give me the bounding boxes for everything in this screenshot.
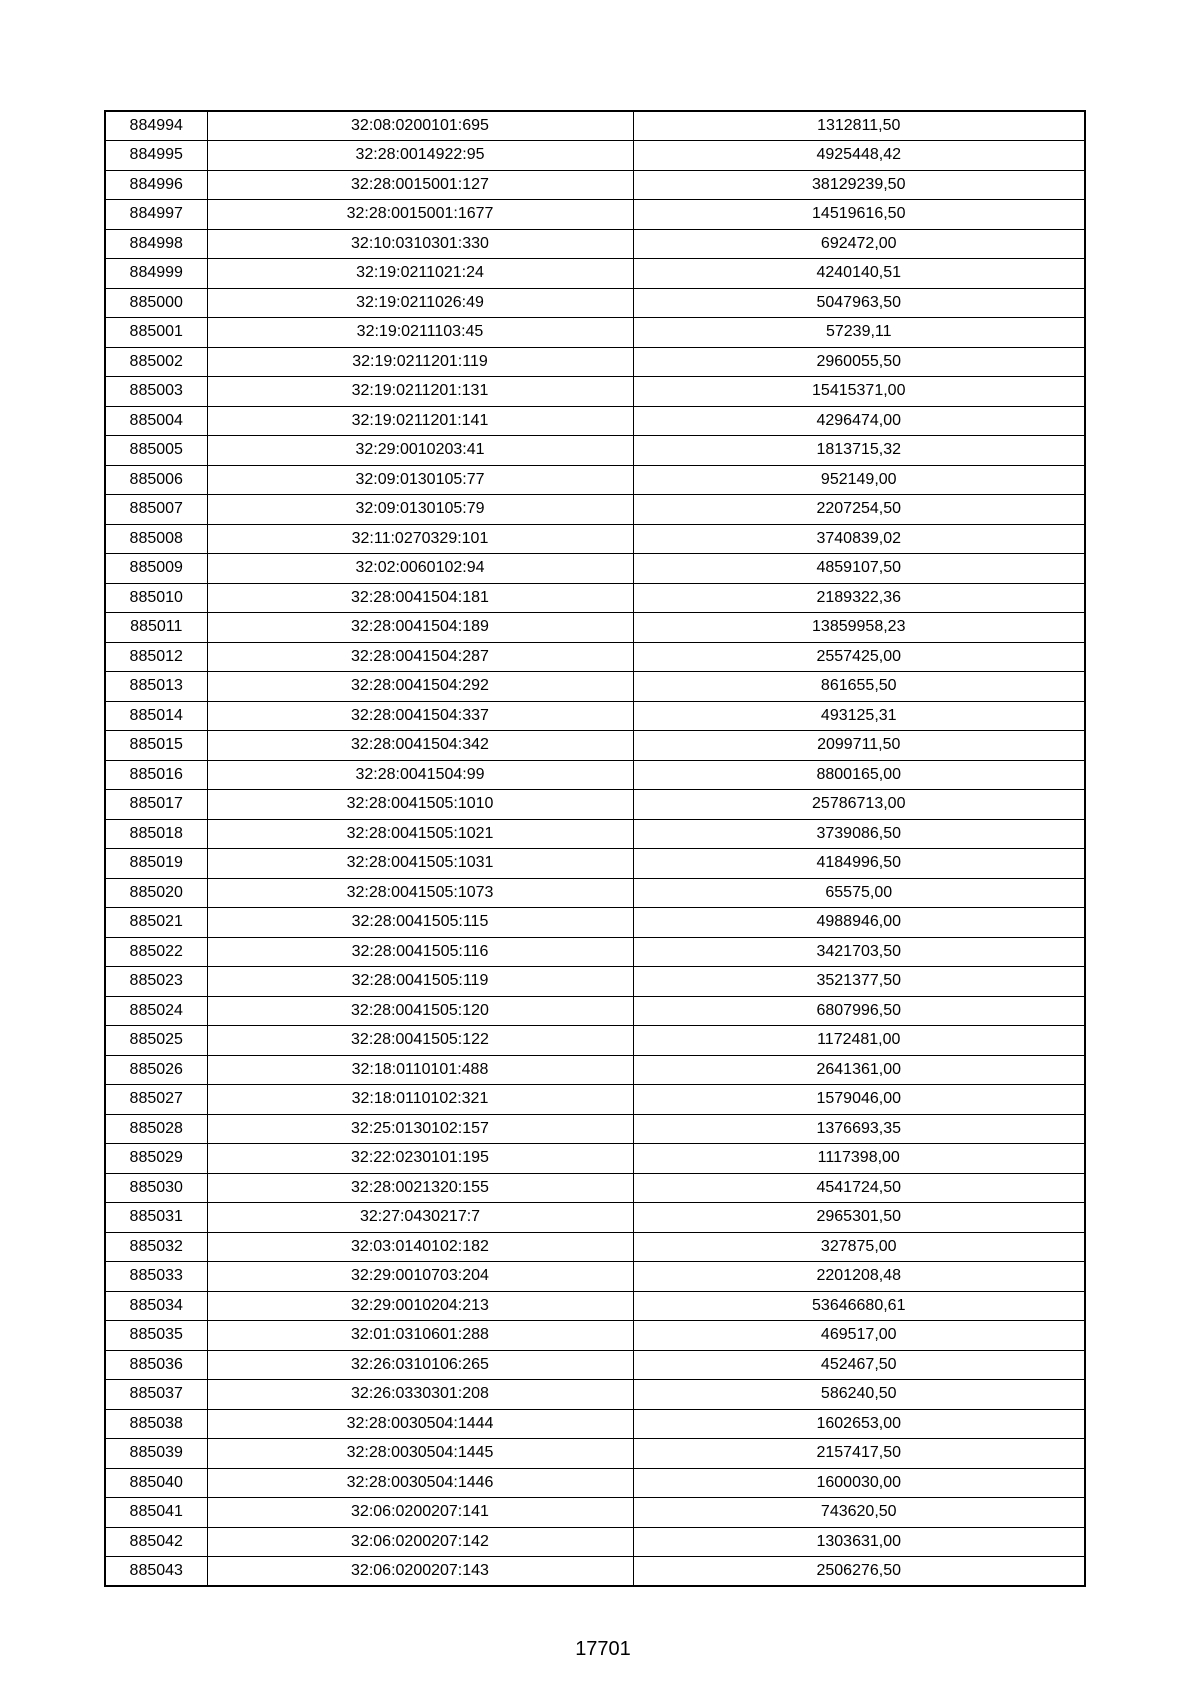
table-row [105, 436, 1085, 466]
cadastral-number-cell: 32:19:0211201:119 [207, 347, 633, 377]
cadastral-number-cell: 32:28:0041504:189 [207, 613, 633, 643]
cadastral-number-cell: 32:28:0021320:155 [207, 1173, 633, 1203]
cadastral-number-cell: 32:27:0430217:7 [207, 1203, 633, 1233]
row-number-cell: 885000 [105, 288, 207, 318]
row-number-cell: 885024 [105, 996, 207, 1026]
value-cell: 3740839,02 [633, 524, 1085, 554]
value-cell: 1172481,00 [633, 1026, 1085, 1056]
cadastral-number-cell: 32:28:0014922:95 [207, 141, 633, 171]
row-number-cell: 885007 [105, 495, 207, 525]
row-number-cell: 884994 [105, 111, 207, 141]
row-number-cell: 885026 [105, 1055, 207, 1085]
row-number-cell: 885036 [105, 1350, 207, 1380]
value-cell: 3739086,50 [633, 819, 1085, 849]
row-number-cell: 885006 [105, 465, 207, 495]
row-number-cell: 885008 [105, 524, 207, 554]
table-row [105, 672, 1085, 702]
value-cell: 692472,00 [633, 229, 1085, 259]
row-number-cell: 885019 [105, 849, 207, 879]
value-cell: 1600030,00 [633, 1468, 1085, 1498]
value-cell: 25786713,00 [633, 790, 1085, 820]
cadastral-number-cell: 32:19:0211201:141 [207, 406, 633, 436]
row-number-cell: 884998 [105, 229, 207, 259]
value-cell: 8800165,00 [633, 760, 1085, 790]
table-row [105, 790, 1085, 820]
table-row [105, 465, 1085, 495]
value-cell: 861655,50 [633, 672, 1085, 702]
cadastral-number-cell: 32:28:0041505:1010 [207, 790, 633, 820]
cadastral-number-cell: 32:28:0030504:1444 [207, 1409, 633, 1439]
cadastral-number-cell: 32:19:0211026:49 [207, 288, 633, 318]
table-row [105, 1321, 1085, 1351]
table-row [105, 288, 1085, 318]
value-cell: 2207254,50 [633, 495, 1085, 525]
table-row [105, 819, 1085, 849]
value-cell: 452467,50 [633, 1350, 1085, 1380]
table-row [105, 1557, 1085, 1587]
table-row [105, 1085, 1085, 1115]
row-number-cell: 885018 [105, 819, 207, 849]
table-row [105, 1409, 1085, 1439]
table-row [105, 318, 1085, 348]
table-row [105, 554, 1085, 584]
value-cell: 3421703,50 [633, 937, 1085, 967]
row-number-cell: 885009 [105, 554, 207, 584]
table-row [105, 849, 1085, 879]
value-cell: 2557425,00 [633, 642, 1085, 672]
table-row [105, 996, 1085, 1026]
row-number-cell: 885030 [105, 1173, 207, 1203]
table-row [105, 377, 1085, 407]
row-number-cell: 885025 [105, 1026, 207, 1056]
row-number-cell: 885041 [105, 1498, 207, 1528]
value-cell: 327875,00 [633, 1232, 1085, 1262]
row-number-cell: 885002 [105, 347, 207, 377]
table-row [105, 760, 1085, 790]
row-number-cell: 885016 [105, 760, 207, 790]
value-cell: 743620,50 [633, 1498, 1085, 1528]
cadastral-number-cell: 32:26:0330301:208 [207, 1380, 633, 1410]
cadastral-number-cell: 32:28:0030504:1445 [207, 1439, 633, 1469]
table-row [105, 1350, 1085, 1380]
table-row [105, 495, 1085, 525]
table-row [105, 1232, 1085, 1262]
table-row [105, 1173, 1085, 1203]
cadastral-number-cell: 32:28:0041505:116 [207, 937, 633, 967]
row-number-cell: 885023 [105, 967, 207, 997]
table-row [105, 1380, 1085, 1410]
value-cell: 2157417,50 [633, 1439, 1085, 1469]
table-row [105, 524, 1085, 554]
row-number-cell: 885037 [105, 1380, 207, 1410]
value-cell: 469517,00 [633, 1321, 1085, 1351]
row-number-cell: 885021 [105, 908, 207, 938]
row-number-cell: 885020 [105, 878, 207, 908]
table-row [105, 1468, 1085, 1498]
value-cell: 6807996,50 [633, 996, 1085, 1026]
table-row [105, 613, 1085, 643]
value-cell: 15415371,00 [633, 377, 1085, 407]
table-row [105, 1262, 1085, 1292]
cadastral-number-cell: 32:28:0041504:337 [207, 701, 633, 731]
value-cell: 1376693,35 [633, 1114, 1085, 1144]
table-row [105, 642, 1085, 672]
value-cell: 4296474,00 [633, 406, 1085, 436]
row-number-cell: 885028 [105, 1114, 207, 1144]
value-cell: 1602653,00 [633, 1409, 1085, 1439]
row-number-cell: 885017 [105, 790, 207, 820]
row-number-cell: 885039 [105, 1439, 207, 1469]
table-row [105, 111, 1085, 141]
cadastral-number-cell: 32:06:0200207:141 [207, 1498, 633, 1528]
cadastral-number-cell: 32:10:0310301:330 [207, 229, 633, 259]
cadastral-number-cell: 32:28:0041505:1073 [207, 878, 633, 908]
table-row [105, 967, 1085, 997]
row-number-cell: 885027 [105, 1085, 207, 1115]
cadastral-number-cell: 32:11:0270329:101 [207, 524, 633, 554]
row-number-cell: 885013 [105, 672, 207, 702]
cadastral-number-cell: 32:29:0010703:204 [207, 1262, 633, 1292]
value-cell: 586240,50 [633, 1380, 1085, 1410]
row-number-cell: 884996 [105, 170, 207, 200]
cadastral-number-cell: 32:09:0130105:77 [207, 465, 633, 495]
value-cell: 4184996,50 [633, 849, 1085, 879]
row-number-cell: 885033 [105, 1262, 207, 1292]
value-cell: 3521377,50 [633, 967, 1085, 997]
cadastral-number-cell: 32:28:0041505:115 [207, 908, 633, 938]
cadastral-number-cell: 32:19:0211103:45 [207, 318, 633, 348]
row-number-cell: 885040 [105, 1468, 207, 1498]
table-row [105, 701, 1085, 731]
table-row [105, 1203, 1085, 1233]
row-number-cell: 885015 [105, 731, 207, 761]
table-body [105, 111, 1085, 1586]
table-row [105, 1291, 1085, 1321]
row-number-cell: 885038 [105, 1409, 207, 1439]
table-row [105, 878, 1085, 908]
cadastral-number-cell: 32:28:0041505:119 [207, 967, 633, 997]
row-number-cell: 884995 [105, 141, 207, 171]
table-row [105, 937, 1085, 967]
table-row [105, 731, 1085, 761]
row-number-cell: 885005 [105, 436, 207, 466]
cadastral-number-cell: 32:28:0041505:120 [207, 996, 633, 1026]
value-cell: 2965301,50 [633, 1203, 1085, 1233]
table-row [105, 1527, 1085, 1557]
cadastral-number-cell: 32:02:0060102:94 [207, 554, 633, 584]
cadastral-number-cell: 32:09:0130105:79 [207, 495, 633, 525]
cadastral-number-cell: 32:29:0010203:41 [207, 436, 633, 466]
cadastral-number-cell: 32:01:0310601:288 [207, 1321, 633, 1351]
cadastral-number-cell: 32:08:0200101:695 [207, 111, 633, 141]
value-cell: 4925448,42 [633, 141, 1085, 171]
cadastral-number-cell: 32:18:0110102:321 [207, 1085, 633, 1115]
table-row [105, 229, 1085, 259]
cadastral-number-cell: 32:28:0041505:1021 [207, 819, 633, 849]
cadastral-number-cell: 32:28:0015001:1677 [207, 200, 633, 230]
row-number-cell: 885042 [105, 1527, 207, 1557]
value-cell: 2099711,50 [633, 731, 1085, 761]
row-number-cell: 885022 [105, 937, 207, 967]
value-cell: 4859107,50 [633, 554, 1085, 584]
value-cell: 1813715,32 [633, 436, 1085, 466]
row-number-cell: 885031 [105, 1203, 207, 1233]
page-number: 17701 [575, 1638, 631, 1660]
value-cell: 1312811,50 [633, 111, 1085, 141]
cadastral-number-cell: 32:29:0010204:213 [207, 1291, 633, 1321]
value-cell: 2201208,48 [633, 1262, 1085, 1292]
value-cell: 2641361,00 [633, 1055, 1085, 1085]
cadastral-number-cell: 32:03:0140102:182 [207, 1232, 633, 1262]
value-cell: 53646680,61 [633, 1291, 1085, 1321]
value-cell: 5047963,50 [633, 288, 1085, 318]
cadastral-value-table [104, 110, 1086, 1587]
row-number-cell: 885004 [105, 406, 207, 436]
table-row [105, 1144, 1085, 1174]
row-number-cell: 885001 [105, 318, 207, 348]
value-cell: 952149,00 [633, 465, 1085, 495]
value-cell: 1579046,00 [633, 1085, 1085, 1115]
cadastral-number-cell: 32:06:0200207:143 [207, 1557, 633, 1587]
row-number-cell: 885029 [105, 1144, 207, 1174]
table-row [105, 1055, 1085, 1085]
value-cell: 65575,00 [633, 878, 1085, 908]
cadastral-number-cell: 32:28:0041505:122 [207, 1026, 633, 1056]
row-number-cell: 885032 [105, 1232, 207, 1262]
cadastral-number-cell: 32:28:0041504:292 [207, 672, 633, 702]
value-cell: 4240140,51 [633, 259, 1085, 289]
row-number-cell: 885043 [105, 1557, 207, 1587]
table-row [105, 583, 1085, 613]
table-row [105, 347, 1085, 377]
row-number-cell: 885034 [105, 1291, 207, 1321]
cadastral-number-cell: 32:25:0130102:157 [207, 1114, 633, 1144]
value-cell: 2960055,50 [633, 347, 1085, 377]
row-number-cell: 885003 [105, 377, 207, 407]
table-row [105, 141, 1085, 171]
cadastral-number-cell: 32:26:0310106:265 [207, 1350, 633, 1380]
value-cell: 493125,31 [633, 701, 1085, 731]
cadastral-number-cell: 32:28:0041504:287 [207, 642, 633, 672]
value-cell: 14519616,50 [633, 200, 1085, 230]
value-cell: 57239,11 [633, 318, 1085, 348]
value-cell: 2189322,36 [633, 583, 1085, 613]
cadastral-number-cell: 32:06:0200207:142 [207, 1527, 633, 1557]
value-cell: 4541724,50 [633, 1173, 1085, 1203]
cadastral-number-cell: 32:28:0015001:127 [207, 170, 633, 200]
value-cell: 1303631,00 [633, 1527, 1085, 1557]
row-number-cell: 885014 [105, 701, 207, 731]
row-number-cell: 885010 [105, 583, 207, 613]
cadastral-number-cell: 32:28:0041504:181 [207, 583, 633, 613]
table-row [105, 200, 1085, 230]
value-cell: 1117398,00 [633, 1144, 1085, 1174]
cadastral-number-cell: 32:28:0041505:1031 [207, 849, 633, 879]
table-row [105, 170, 1085, 200]
value-cell: 13859958,23 [633, 613, 1085, 643]
cadastral-number-cell: 32:28:0041504:342 [207, 731, 633, 761]
cadastral-number-cell: 32:28:0030504:1446 [207, 1468, 633, 1498]
table-row [105, 1498, 1085, 1528]
value-cell: 38129239,50 [633, 170, 1085, 200]
row-number-cell: 884999 [105, 259, 207, 289]
value-cell: 2506276,50 [633, 1557, 1085, 1587]
table-row [105, 1026, 1085, 1056]
table-row [105, 406, 1085, 436]
table-row [105, 1114, 1085, 1144]
cadastral-number-cell: 32:22:0230101:195 [207, 1144, 633, 1174]
table-row [105, 1439, 1085, 1469]
row-number-cell: 885011 [105, 613, 207, 643]
row-number-cell: 885035 [105, 1321, 207, 1351]
value-cell: 4988946,00 [633, 908, 1085, 938]
cadastral-number-cell: 32:19:0211021:24 [207, 259, 633, 289]
row-number-cell: 885012 [105, 642, 207, 672]
cadastral-number-cell: 32:28:0041504:99 [207, 760, 633, 790]
table-row [105, 259, 1085, 289]
table-row [105, 908, 1085, 938]
cadastral-number-cell: 32:19:0211201:131 [207, 377, 633, 407]
cadastral-number-cell: 32:18:0110101:488 [207, 1055, 633, 1085]
row-number-cell: 884997 [105, 200, 207, 230]
